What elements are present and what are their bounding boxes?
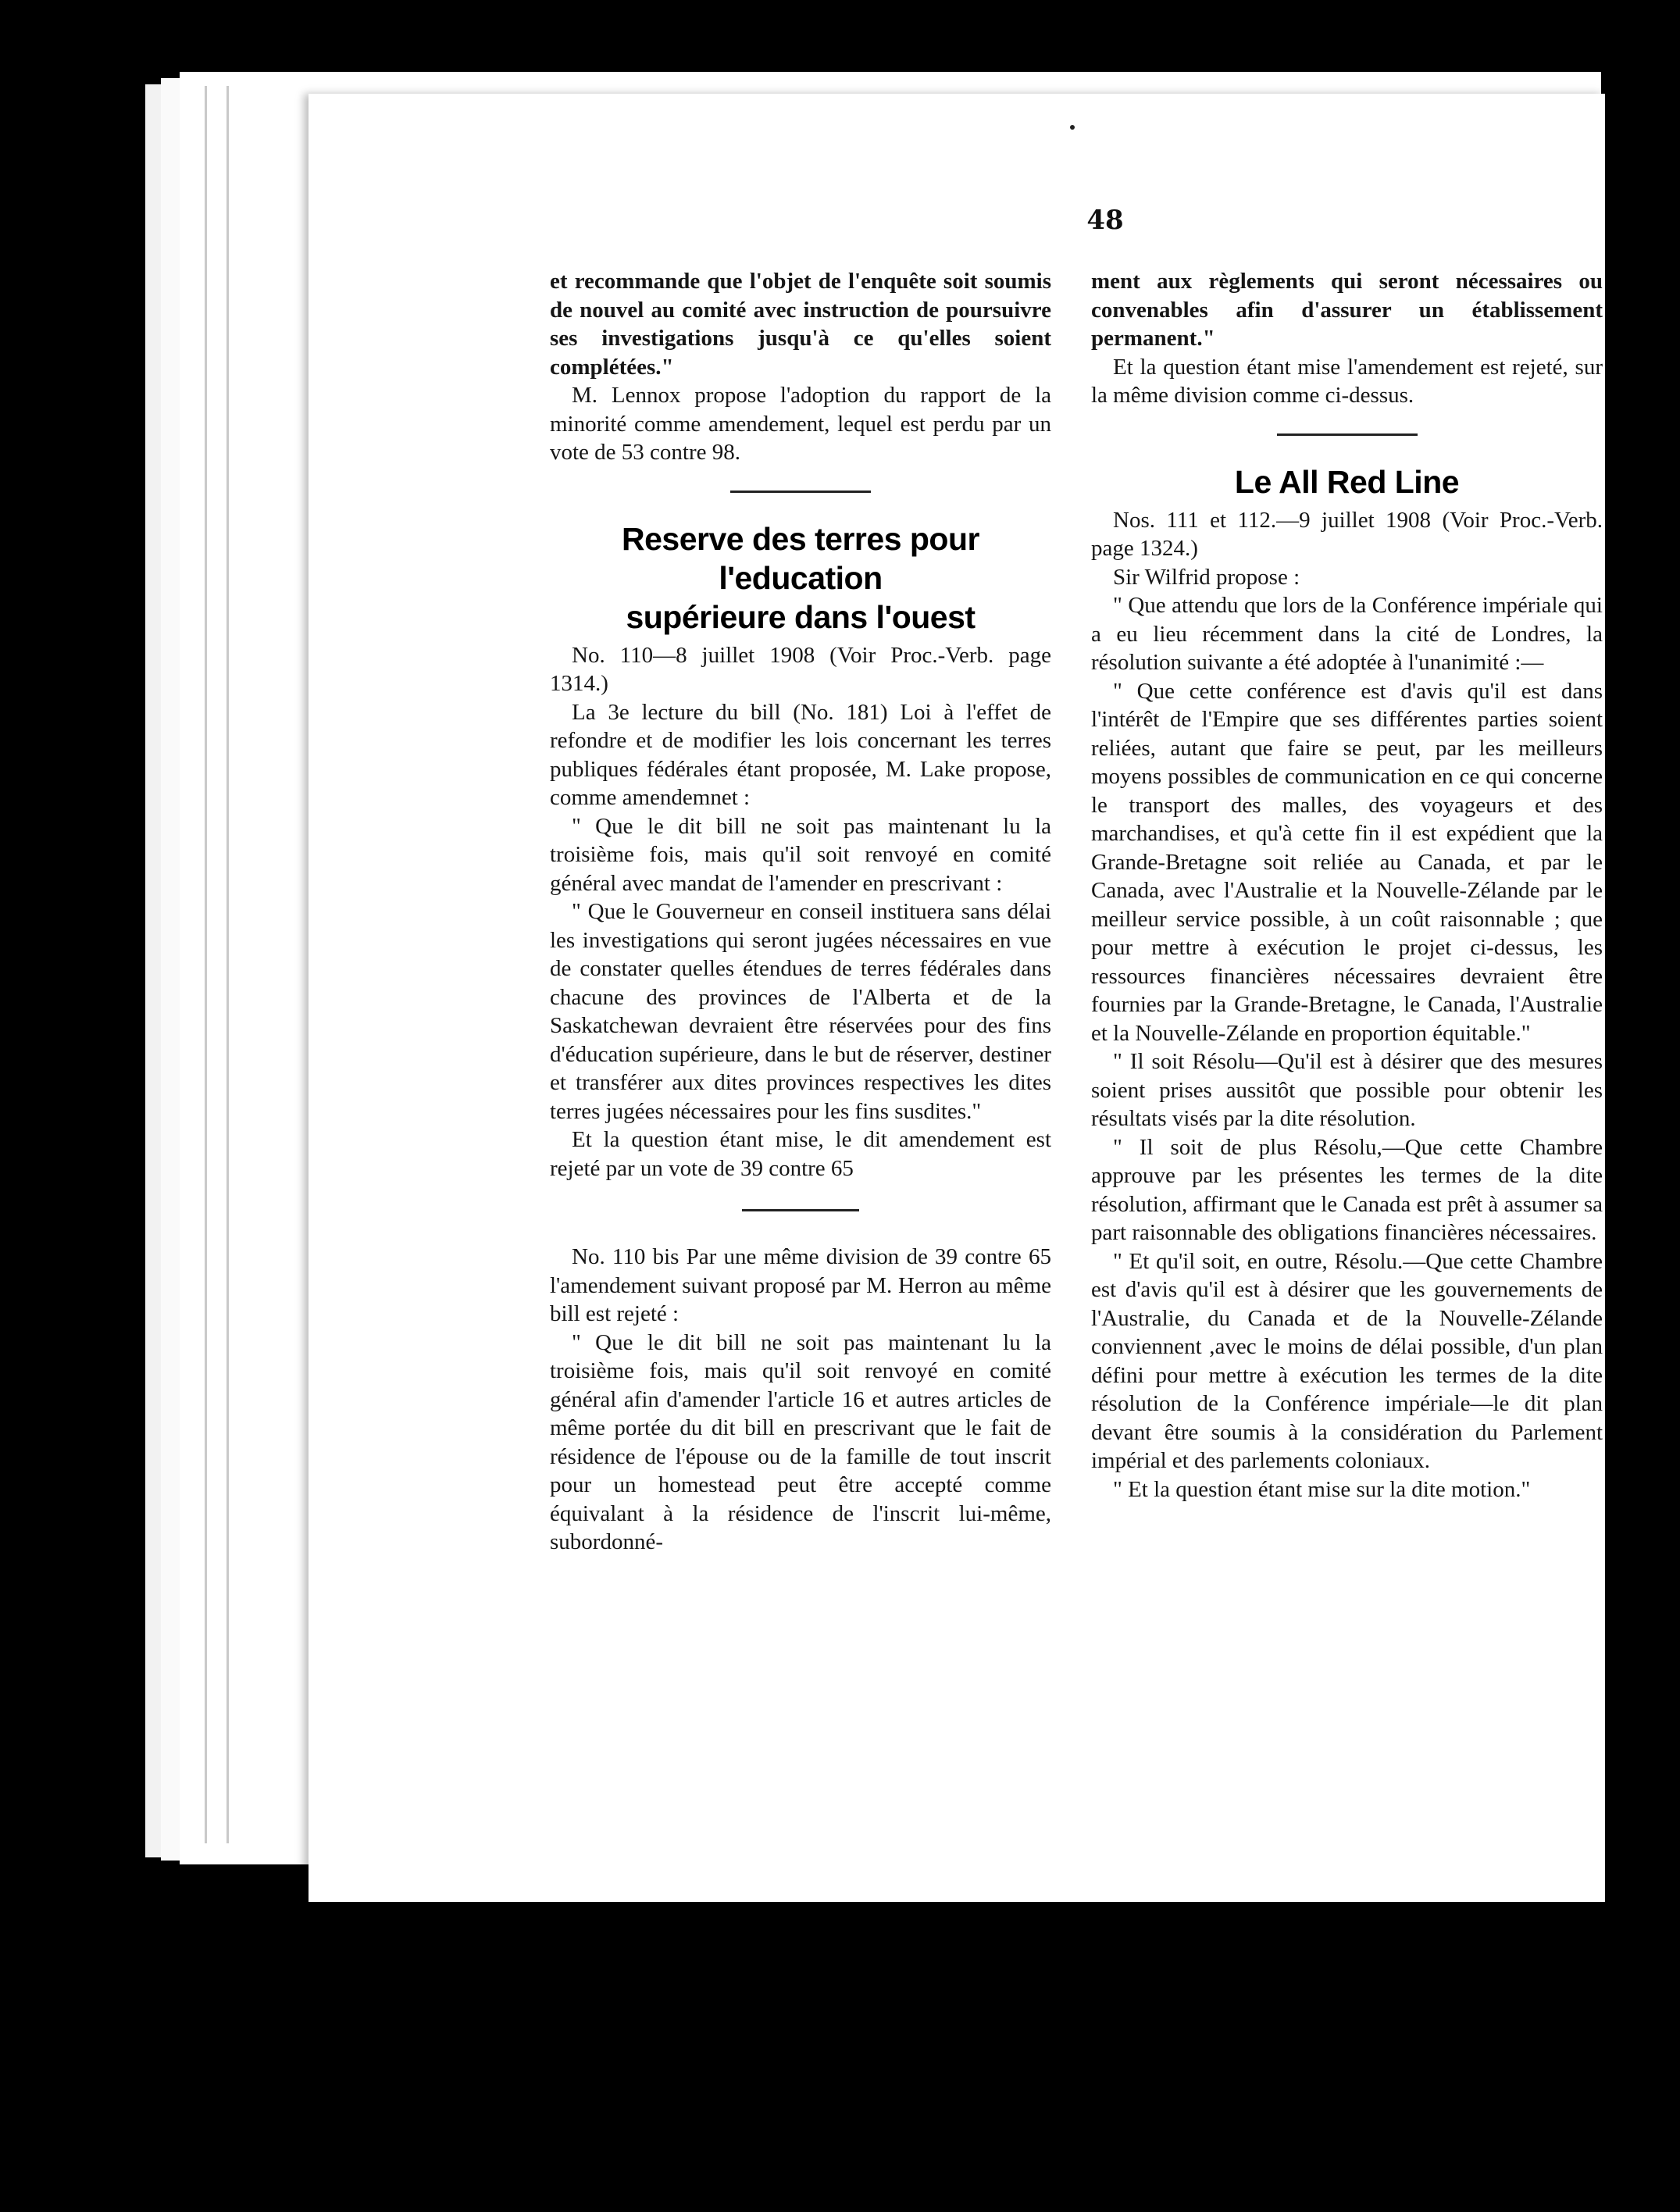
paragraph: " Et qu'il soit, en outre, Résolu.—Que cette Chambre est d'avis qu'il est à désirer que les gouvernements de l'Australie, du Canada et de la Nouvelle-Zélande conviennent ,avec le moins de délai possible, d'un plan défini pour mettre à exécution les termes de la dite résolution de la Conférence impériale—le dit plan devant être soumis à la considération du Parlement impérial et des parlements coloniaux.: [1091, 1248, 1603, 1473]
heading-line: supérieure dans l'ouest: [626, 598, 976, 635]
paragraph: La 3e lecture du bill (No. 181) Loi à l'effet de refondre et de modifier les lois concernant les terres publiques fédérales étant proposée, M. Lake propose, comme amendemnet :: [550, 699, 1051, 810]
page-fold-line: [226, 86, 229, 1843]
paragraph: " Que le dit bill ne soit pas maintenant lu la troisième fois, mais qu'il soit renvoyé en comité général afin d'amender l'article 16 et autres articles de même portée du dit bill en prescrivant que le fait de résidence de l'épouse ou de la famille de tout inscrit pour un homestead peut être accepté comme équivalant à la résidence de l'inscrit lui-même, subordonné-: [550, 1329, 1051, 1554]
page-fold-line: [205, 86, 207, 1843]
paragraph: " Il soit de plus Résolu,—Que cette Chambre approuve par les présentes les termes de la dite résolution, affirmant que le Canada est prêt à assumer sa part raisonnable des obligations financières nécessaires.: [1091, 1134, 1603, 1245]
left-text-column: [550, 267, 1051, 1557]
paragraph: " Et la question étant mise sur la dite motion.": [1113, 1476, 1531, 1502]
paragraph: " Que le dit bill ne soit pas maintenant lu la troisième fois, mais qu'il soit renvoyé en comité général avec mandat de l'amender en prescrivant :: [550, 813, 1051, 896]
paragraph: et recommande que l'objet de l'enquête soit soumis de nouvel au comité avec instruction de poursuivre ses investigations jusqu'à ce qu'elles soient complétées.": [550, 269, 1051, 380]
section-heading-all-red-line: [1091, 462, 1603, 501]
paragraph: " Que attendu que lors de la Conférence impériale qui a eu lieu récemment dans la cité de Londres, la résolution suivante a été adoptée à l'unanimité :—: [1091, 593, 1603, 675]
section-divider: [742, 1209, 859, 1211]
paragraph: No. 110—8 juillet 1908 (Voir Proc.-Verb. page 1314.): [550, 642, 1051, 696]
paragraph: " Que cette conférence est d'avis qu'il est dans l'intérêt de l'Empire que ses différentes parties soient reliées, autant que faire se peut, par les meilleurs moyens possibles de communication en ce qui concerne le transport des malles, des voyageurs et des marchandises, et qu'à cette fin il est expédient que la Grande-Bretagne soit reliée au Canada, et par le Canada, avec l'Australie et la Nouvelle-Zélande par le meilleur service possible, à un coût raisonnable ; que pour mettre à exécution le projet ci-dessus, les ressources financières nécessaires devraient être fournies par la Grande-Bretagne, le Canada, l'Australie et la Nouvelle-Zélande en proportion équitable.": [1091, 678, 1603, 1046]
paragraph: " Que le Gouverneur en conseil instituera sans délai les investigations qui seront jugées nécessaires en vue de constater quelles étendues de terres fédérales dans chacune des provinces de l'Alberta et de la Saskatchewan devraient être réservées pour des fins d'éducation supérieure, dans le but de réserver, destiner et transférer aux dites provinces respectives les dites terres jugées nécessaires pour les fins susdites.": [550, 899, 1051, 1124]
paragraph: No. 110 bis Par une même division de 39 contre 65 l'amendement suivant proposé par M. Herron au même bill est rejeté :: [550, 1244, 1051, 1326]
paragraph: Sir Wilfrid propose :: [1113, 564, 1300, 590]
heading-line: Reserve des terres pour l'education: [622, 520, 979, 596]
paragraph: " Il soit Résolu—Qu'il est à désirer que des mesures soient prises aussitôt que possible pour obtenir les résultats visés par la dite résolution.: [1091, 1049, 1603, 1131]
paragraph: Et la question étant mise l'amendement est rejeté, sur la même division comme ci-dessus.: [1091, 354, 1603, 408]
heading-line: Le All Red Line: [1234, 463, 1460, 500]
section-divider: [730, 491, 871, 493]
print-speck: [1070, 125, 1075, 130]
paragraph: Et la question étant mise, le dit amendement est rejeté par un vote de 39 contre 65: [550, 1127, 1051, 1181]
paragraph: Nos. 111 et 112.—9 juillet 1908 (Voir Proc.-Verb. page 1324.): [1091, 507, 1603, 561]
paragraph: ment aux règlements qui seront nécessaires ou convenables afin d'assurer un établissement permanent.": [1091, 269, 1603, 351]
page-number: 48: [1086, 205, 1124, 236]
paragraph: M. Lennox propose l'adoption du rapport de la minorité comme amendement, lequel est perdu par un vote de 53 contre 98.: [550, 383, 1051, 465]
right-text-column: [1091, 267, 1603, 1504]
section-divider: [1277, 433, 1418, 436]
section-heading-reserve-des-terres: [550, 519, 1051, 637]
